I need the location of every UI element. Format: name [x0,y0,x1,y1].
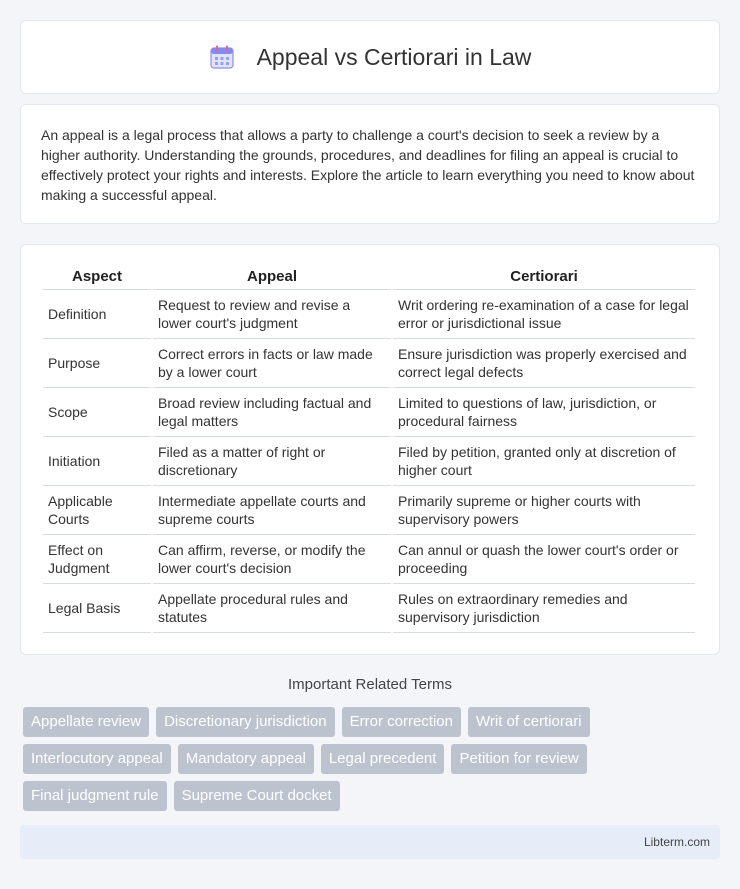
related-terms-title: Important Related Terms [288,676,452,693]
page-title: Appeal vs Certiorari in Law [256,43,532,70]
cell-certiorari: Primarily supreme or higher courts with supervisory powers [393,486,695,535]
footer-site-link[interactable]: Libterm.com [643,835,710,849]
tag-row [23,744,723,774]
cell-appeal: Intermediate appellate courts and supreme courts [153,486,391,535]
tag-supreme-court-docket[interactable]: Supreme Court docket [174,781,340,811]
cell-aspect: Initiation [43,437,151,486]
cell-aspect: Definition [43,290,151,339]
cell-appeal: Request to review and revise a lower court's judgment [153,290,391,339]
cell-certiorari: Limited to questions of law, jurisdiction, or procedural fairness [393,388,695,437]
tag-discretionary-jurisdiction[interactable]: Discretionary jurisdiction [156,707,335,737]
table-row [43,486,695,535]
comparison-table [41,264,697,633]
tag-interlocutory-appeal[interactable]: Interlocutory appeal [23,744,171,774]
cell-appeal: Broad review including factual and legal matters [153,388,391,437]
related-terms [23,707,723,818]
tag-appellate-review[interactable]: Appellate review [23,707,149,737]
tag-mandatory-appeal[interactable]: Mandatory appeal [178,744,314,774]
table-row [43,339,695,388]
intro-card [20,104,720,224]
tag-legal-precedent[interactable]: Legal precedent [321,744,445,774]
cell-appeal: Filed as a matter of right or discretionary [153,437,391,486]
header-certiorari: Certiorari [393,264,695,290]
tag-writ-of-certiorari[interactable]: Writ of certiorari [468,707,590,737]
tag-petition-for-review[interactable]: Petition for review [451,744,586,774]
cell-aspect: Scope [43,388,151,437]
intro-text: An appeal is a legal process that allows a party to challenge a court's decision to seek a review by a higher authority. Understanding the grounds, procedures, and deadlines for filing an appeal is crucial to effectively protect your rights and interests. Explore the article to learn everything you need to know about making a successful appeal. [41,127,695,203]
tag-row [23,781,723,811]
table-row [43,437,695,486]
cell-certiorari: Ensure jurisdiction was properly exercised and correct legal defects [393,339,695,388]
tag-final-judgment-rule[interactable]: Final judgment rule [23,781,167,811]
cell-certiorari: Rules on extraordinary remedies and supervisory jurisdiction [393,584,695,633]
calendar-icon [209,44,235,70]
cell-certiorari: Filed by petition, granted only at discretion of higher court [393,437,695,486]
footer [20,825,720,859]
table-row [43,388,695,437]
cell-aspect: Effect on Judgment [43,535,151,584]
cell-appeal: Appellate procedural rules and statutes [153,584,391,633]
tag-error-correction[interactable]: Error correction [342,707,461,737]
tag-row [23,707,723,737]
title-card [20,20,720,94]
cell-certiorari: Writ ordering re-examination of a case for legal error or jurisdictional issue [393,290,695,339]
cell-aspect: Purpose [43,339,151,388]
cell-aspect: Applicable Courts [43,486,151,535]
table-header-row [43,264,695,290]
header-appeal: Appeal [153,264,391,290]
header-aspect: Aspect [43,264,151,290]
table-row [43,290,695,339]
table-row [43,584,695,633]
comparison-table-card [20,244,720,655]
cell-appeal: Correct errors in facts or law made by a lower court [153,339,391,388]
cell-aspect: Legal Basis [43,584,151,633]
cell-certiorari: Can annul or quash the lower court's order or proceeding [393,535,695,584]
cell-appeal: Can affirm, reverse, or modify the lower court's decision [153,535,391,584]
table-row [43,535,695,584]
